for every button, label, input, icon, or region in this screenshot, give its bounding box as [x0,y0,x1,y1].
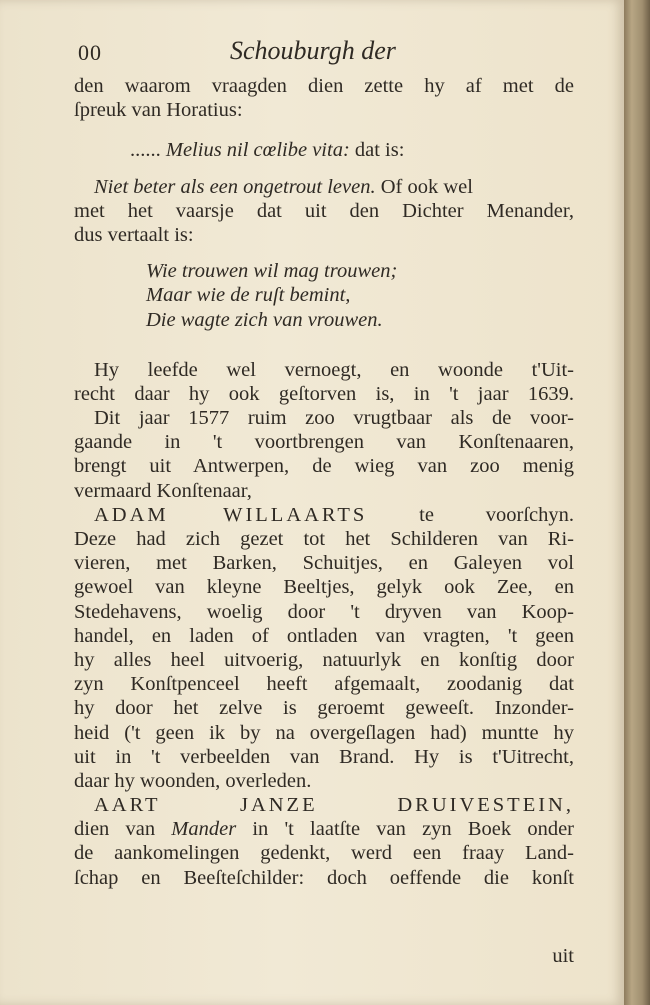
ellipsis: ...... [130,139,166,162]
text-line: handel, en laden of ontladen van vragten, 't geen [74,624,574,647]
text-fragment: Of ook wel [375,175,473,198]
page-number: 00 [78,40,102,65]
verse-line: Wie trouwen wil mag trouwen; [146,260,398,283]
text-line: de aankomelingen gedenkt, werd een fraay Land- [74,842,574,865]
text-line: ſchap en Beeſteſchilder: doch oeffende die konſt [74,866,574,889]
text-line [74,503,574,527]
text-fragment: in 't laatſte van zyn Boek onder [236,818,574,841]
artist-name: AART JANZE DRUIVESTEIN, [94,794,574,817]
text-line: hy door het zelve is geroemt geweeſt. Inzonder- [74,697,574,720]
text-line: Dit jaar 1577 ruim zoo vrugtbaar als de voor- [94,407,574,430]
text-fragment: te voorſchyn. [367,503,574,526]
text-line: Stedehavens, woelig door 't dryven van Koop- [74,600,574,623]
text-line: gewoel van kleyne Beeltjes, gelyk ook Zee, en [74,576,574,599]
author-name: Mander [171,818,237,841]
text-line: uit in 't verbeelden van Brand. Hy is t'Uitrecht, [74,745,574,768]
text-line: gaande in 't voortbrengen van Konſtenaaren, [74,431,574,454]
text-line: dus vertaalt is: [74,223,194,246]
spacer [74,332,574,358]
text-line: hy alles heel uitvoerig, natuurlyk en konſtig door [74,648,574,671]
quote-suffix: dat is: [349,139,405,162]
verse-line: Maar wie de ruſt bemint, [146,284,351,307]
text-line: met het vaarsje dat uit den Dichter Menander, [74,199,574,222]
body-text [74,74,574,890]
latin-quote: Melius nil cœlibe vita: [165,139,350,162]
artist-name: ADAM WILLAARTS [94,503,368,526]
text-line: recht daar hy ook geſtorven is, in 't jaar 1639. [74,382,574,405]
spacer [74,163,574,175]
text-line: zyn Konſtpenceel heeft afgemaalt, zoodanig dat [74,673,574,696]
text-fragment: dien van [74,818,172,841]
text-line: vermaard Konſtenaar, [74,479,252,502]
text-line: den waarom vraagden dien zette hy af met de [74,75,574,97]
text-line: vieren, met Barken, Schuitjes, en Galeyen vol [74,552,574,575]
spacer [74,247,574,259]
page-edge [624,0,650,1005]
running-head: Schouburgh der [230,36,396,65]
text-line: Hy leefde wel vernoegt, en woonde t'Uit- [94,358,574,381]
text-line: brengt uit Antwerpen, de wieg van zoo menig [74,455,574,478]
spacer [74,122,574,138]
page-header [78,36,578,70]
text-line [74,817,574,841]
catchword: uit [552,945,574,967]
text-line [74,175,574,199]
verse-line: Die wagte zich van vrouwen. [146,308,383,331]
quote-line [74,138,574,162]
text-line: daar hy woonden, overleden. [74,769,312,792]
text-line: heid ('t geen ik by na overgeſlagen had) muntte hy [74,721,574,744]
translation: Niet beter als een ongetrout leven. [94,175,376,198]
text-line: Deze had zich gezet tot het Schilderen van Ri- [74,528,574,550]
text-line: ſpreuk van Horatius: [74,99,243,122]
